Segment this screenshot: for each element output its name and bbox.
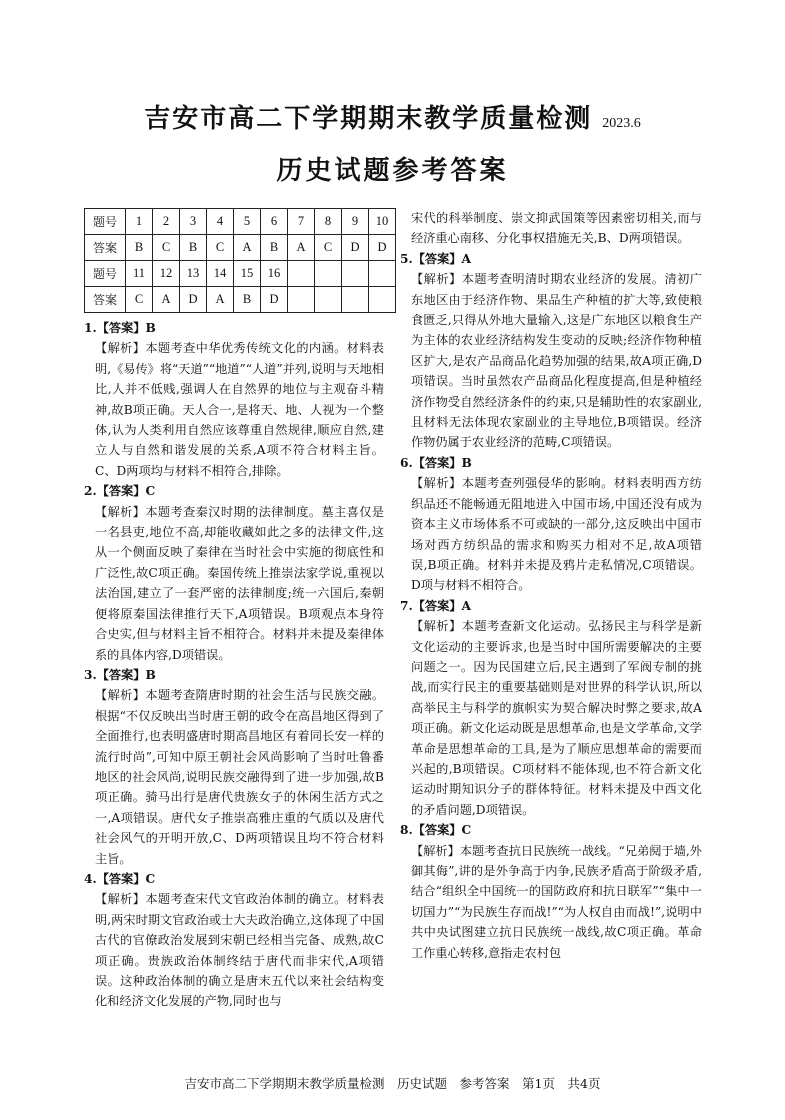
answer-heading: 5.【答案】A [400,251,471,266]
table-row [85,235,396,261]
answer-cell: C [153,235,180,261]
question-number: 12 [153,261,180,287]
answer-cell: D [180,287,207,313]
answer-heading: 7.【答案】A [400,598,471,613]
row-label: 答案 [85,287,126,313]
question-number: 10 [369,209,396,235]
row-label: 题号 [85,261,126,287]
analysis-paragraph: 【解析】本题考查抗日民族统一战线。“兄弟阋于墙,外御其侮”,讲的是外争高于内争,民族矛盾高于阶级矛盾,结合“组织全中国统一的国防政府和抗日联军”“集中一切国力”“为民族生存而战!”“为人权自由而战!”,说明中共中央试图建立抗日民族统一战线,故C项正确。革命工作重心转移,意指走农村包 [411,843,702,960]
analysis-paragraph: 【解析】本题考查中华优秀传统文化的内涵。材料表明,《易传》将“天道”“地道”“人道”并列,说明与天地相比,人并不低贱,强调人在自然界的地位与主观奋斗精神,故B项正确。天人合一,是将天、地、人视为一个整体,认为人类利用自然应该尊重自然规律,顺应自然,建立人与自然和谐发展的关系,A项不符合材料主旨。C、D两项均与材料不相符合,排除。 [95,341,384,478]
analysis-paragraph: 【解析】本题考查新文化运动。弘扬民主与科学是新文化运动的主要诉求,也是当时中国所需要解决的主要问题之一。因为民国建立后,民主遇到了军阀专制的挑战,而实行民主的重要基础则是对世界的科学认识,所以高举民主与科学的旗帜实为契合解决时弊之要求,故A项正确。新文化运动既是思想革命,也是文学革命,文学革命是思想革命的工具,是为了顺应思想革命的需要而兴起的,B项错误。C项材料不能体现,也不符合新文化运动时期知识分子的群体特征。材料未提及中西文化的矛盾问题,D项错误。 [411,619,702,817]
answer-cell: A [234,235,261,261]
empty-cell [369,261,396,287]
question-number: 14 [207,261,234,287]
page-footer: 吉安市高二下学期期末教学质量检测 历史试题 参考答案 第1页 共4页 [184,1076,601,1091]
empty-cell [288,287,315,313]
question-number: 1 [126,209,153,235]
answer-cell: A [153,287,180,313]
question-number: 16 [261,261,288,287]
question-number: 2 [153,209,180,235]
answer-cell: C [126,287,153,313]
question-number: 4 [207,209,234,235]
empty-cell [342,287,369,313]
answer-heading: 6.【答案】B [400,455,472,470]
exam-date: 2023.6 [602,116,641,131]
answer-cell: B [180,235,207,261]
analysis-paragraph: 【解析】本题考查明清时期农业经济的发展。清初广东地区由于经济作物、果品生产种植的扩大等,致使粮食匮乏,只得从外地大量输入,这是广东地区以粮食生产为主体的农业经济结构发生变动的反映;经济作物种植区扩大,是农产品商品化趋势加强的结果,故A项正确,D项错误。当时虽然农产品商品化程度提高,但是种植经济作物受自然经济条件的约束,只是辅助性的农家副业,且材料无法体现农家副业的主导地位,B项错误。经济作物仍属于农业经济的范畴,C项错误。 [411,272,702,450]
question-number: 8 [315,209,342,235]
answer-cell: B [234,287,261,313]
question-number: 9 [342,209,369,235]
answer-cell: B [261,235,288,261]
answer-cell: B [126,235,153,261]
question-number: 13 [180,261,207,287]
answer-cell: A [288,235,315,261]
question-number: 11 [126,261,153,287]
analysis-paragraph: 【解析】本题考查宋代文官政治体制的确立。材料表明,两宋时期文官政治或士大夫政治确立,这体现了中国古代的官僚政治发展到宋朝已经相当完备、成熟,故C项正确。贵族政治体制终结于唐代而非宋代,A项错误。这种政治体制的确立是唐末五代以来社会结构变化和经济文化发展的产物,同时也与 [95,892,384,1009]
empty-cell [315,261,342,287]
answer-cell: A [207,287,234,313]
table-row [85,209,396,235]
row-label: 题号 [85,209,126,235]
answer-heading: 4.【答案】C [84,871,156,886]
page-title: 吉安市高二下学期期末教学质量检测 2023.6 [144,104,641,134]
question-number: 3 [180,209,207,235]
table-row [85,287,396,313]
analysis-paragraph: 【解析】本题考查隋唐时期的社会生活与民族交融。根据“不仅反映出当时唐王朝的政令在高昌地区得到了全面推行,也表明盛唐时期高昌地区有着同长安一样的流行时尚”,可知中原王朝社会风尚影响了当时吐鲁番地区的社会风尚,说明民族交融得到了进一步加强,故B项正确。骑马出行是唐代贵族女子的休闲生活方式之一,A项错误。唐代女子推崇高雅庄重的气质以及唐代社会风气的开明开放,C、D两项错误且均不符合材料主旨。 [95,688,384,866]
answer-cell: D [369,235,396,261]
analysis-paragraph: 【解析】本题考查秦汉时期的法律制度。墓主喜仅是一名县吏,地位不高,却能收藏如此之多的法律文件,这从一个侧面反映了秦律在当时社会中实施的彻底性和广泛性,故C项正确。秦国传统上推崇法家学说,重视以法治国,建立了一套严密的法律制度;统一六国后,秦朝便将原秦国法律推行天下,A项错误。B项观点本身符合史实,但与材料主旨不相符合。材料并未提及秦律体系的具体内容,D项错误。 [95,504,384,662]
analysis-paragraph: 【解析】本题考查列强侵华的影响。材料表明西方纺织品还不能畅通无阻地进入中国市场,中国还没有成为资本主义市场体系不可或缺的一部分,这反映出中国市场对西方纺织品的需求和购买力相对不足,故A项错误,B项正确。材料并未提及鸦片走私情况,C项错误。D项与材料不相符合。 [411,476,702,593]
empty-cell [342,261,369,287]
answer-table [84,208,396,313]
question-number: 7 [288,209,315,235]
question-number: 5 [234,209,261,235]
empty-cell [288,261,315,287]
row-label: 答案 [85,235,126,261]
question-number: 15 [234,261,261,287]
answer-heading: 3.【答案】B [84,667,156,682]
right-column [400,208,702,963]
answer-cell: C [315,235,342,261]
answer-cell: D [342,235,369,261]
empty-cell [369,287,396,313]
answer-heading: 2.【答案】C [84,484,156,499]
answer-heading: 1.【答案】B [84,321,156,335]
left-column [84,318,384,1012]
page-subtitle: 历史试题参考答案 [276,156,509,186]
answer-cell: D [261,287,288,313]
table-row [85,261,396,287]
analysis-paragraph: 宋代的科举制度、崇文抑武国策等因素密切相关,而与经济重心南移、分化事权措施无关,B、D两项错误。 [411,211,702,246]
answer-cell: C [207,235,234,261]
answer-heading: 8.【答案】C [400,823,472,838]
empty-cell [315,287,342,313]
question-number: 6 [261,209,288,235]
